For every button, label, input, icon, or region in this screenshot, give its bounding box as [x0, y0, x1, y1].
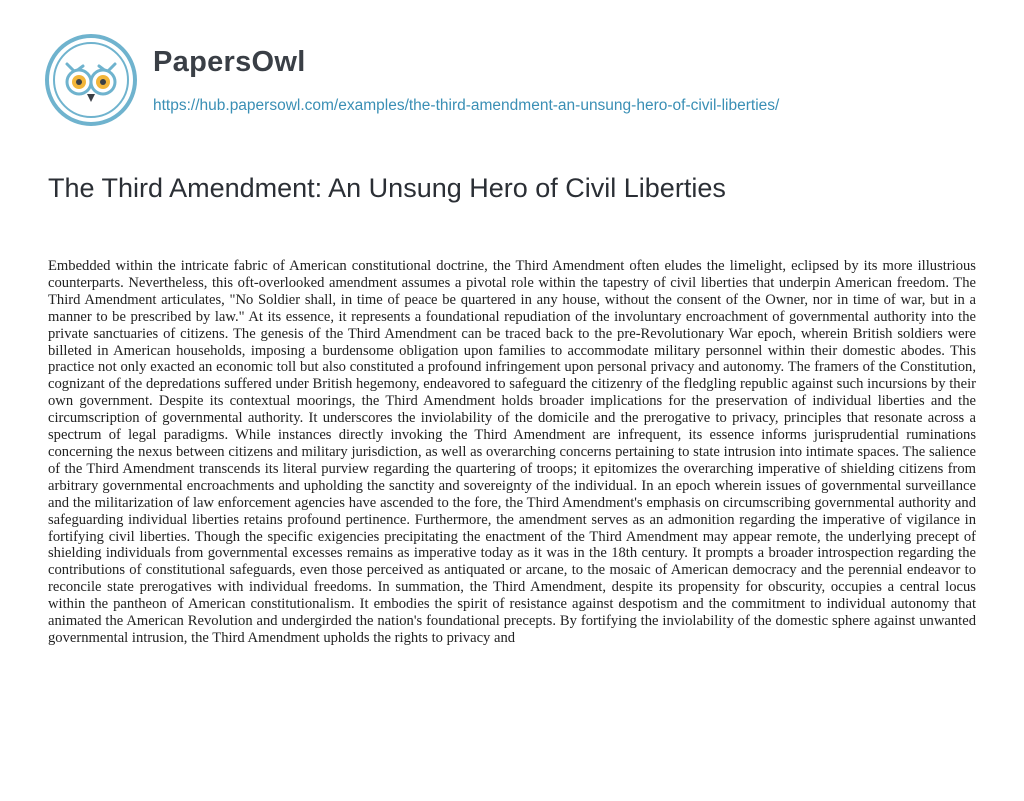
document-title: The Third Amendment: An Unsung Hero of Civil Liberties	[48, 173, 726, 203]
brand-block	[153, 44, 779, 116]
source-url-link[interactable]: https://hub.papersowl.com/examples/the-third-amendment-an-unsung-hero-of-civil-liberties/	[153, 97, 780, 114]
brand-name[interactable]: PapersOwl	[153, 46, 306, 78]
document-body: Embedded within the intricate fabric of American constitutional doctrine, the Third Amendment often eludes the limelight, eclipsed by its more illustrious counterparts. Nevertheless, this oft-overlooked amendment assumes a pivotal role within the tapestry of civil liberties that underpin American freedom. The Third Amendment articulates, "No Soldier shall, in time of peace be quartered in any house, without the consent of the Owner, nor in time of war, but in a manner to be prescribed by law." At its essence, it represents a foundational repudiation of the involuntary encroachment of governmental authority into the private sanctuaries of citizens. The genesis of the Third Amendment can be traced back to the pre-Revolutionary War epoch, wherein British soldiers were billeted in American households, imposing a burdensome obligation upon families to accommodate military personnel within their domestic abodes. This practice not only exacted an economic toll but also constituted a profound infringement upon personal privacy and autonomy. The framers of the Constitution, cognizant of the depredations suffered under British hegemony, endeavored to safeguard the citizenry of the fledgling republic against such incursions by their own government. Despite its contextual moorings, the Third Amendment holds broader implications for the preservation of individual liberties and the circumscription of governmental authority. It underscores the inviolability of the domicile and the prerogative to privacy, principles that resonate across a spectrum of legal paradigms. While instances directly invoking the Third Amendment are infrequent, its essence informs jurisprudential ruminations concerning the nexus between citizens and military jurisdiction, as well as overarching concerns pertaining to state intrusion into intimate spaces. The salience of the Third Amendment transcends its literal purview regarding the quartering of troops; it epitomizes the overarching imperative of shielding citizens from arbitrary governmental encroachments and upholding the sanctity and sovereignty of the individual. In an epoch wherein issues of governmental surveillance and the militarization of law enforcement agencies have ascended to the fore, the Third Amendment's emphasis on circumscribing governmental authority and safeguarding individual liberties retains profound pertinence. Furthermore, the amendment serves as an admonition regarding the imperative of vigilance in fortifying civil liberties. Though the specific exigencies precipitating the enactment of the Third Amendment may appear remote, the underlying precept of shielding individuals from governmental excesses remains as imperative today as it was in the 18th century. It prompts a broader introspection regarding the contributions of constitutional safeguards, even those perceived as antiquated or arcane, to the mosaic of American democracy and the perennial endeavor to reconcile state prerogatives with individual freedoms. In summation, the Third Amendment, despite its propensity for obscurity, occupies a central locus within the pantheon of American constitutionalism. It embodies the spirit of resistance against despotism and the commitment to individual autonomy that animated the American Revolution and undergirded the nation's foundational precepts. By fortifying the inviolability of the domestic sphere against unwanted governmental intrusion, the Third Amendment upholds the rights to privacy and	[48, 258, 976, 646]
site-header	[45, 34, 779, 126]
owl-logo-icon	[45, 34, 137, 126]
